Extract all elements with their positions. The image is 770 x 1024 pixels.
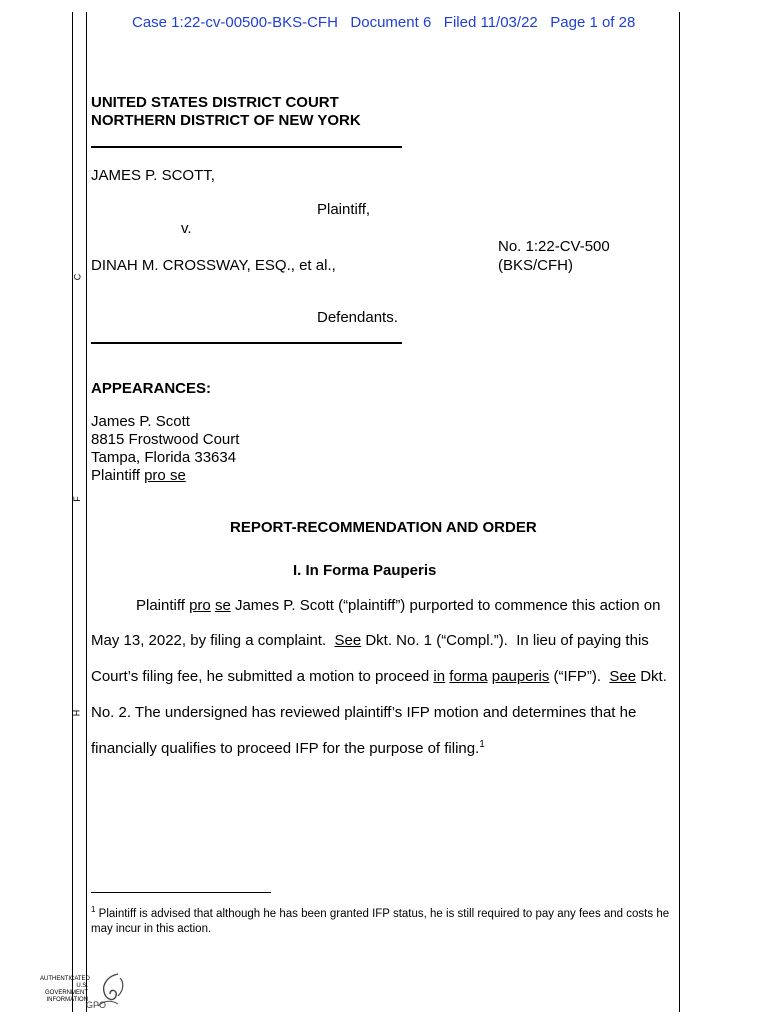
appearance-city: Tampa, Florida 33634 (91, 449, 237, 466)
body-text: Plaintiff (136, 597, 190, 614)
body-text: Dkt. No. 1 (“Compl.”). In lieu of paying this (361, 632, 649, 649)
see-term: See (334, 632, 362, 649)
report-title: REPORT-RECOMMENDATION AND ORDER (230, 519, 537, 536)
body-text: Court’s filing fee, he submitted a motion to proceed (91, 668, 434, 685)
seal-line-3: INFORMATION (46, 997, 88, 1003)
case-number-line1: No. 1:22-CV-500 (498, 238, 610, 255)
in-term: in (433, 668, 446, 685)
body-text: (“IFP”). (549, 668, 610, 685)
pro-se-term: pro se (144, 467, 186, 484)
defendant-role: Defendants. (317, 309, 398, 326)
appearance-street: 8815 Frostwood Court (91, 431, 240, 448)
footnote-mark: 1 (91, 905, 96, 914)
left-margin-line-outer (72, 12, 73, 1012)
body-text: May 13, 2022, by filing a complaint. (91, 632, 335, 649)
gpo-authentication-seal (40, 970, 130, 1014)
appearance-role (91, 467, 186, 485)
footnote (91, 902, 676, 937)
pauperis-term: pauperis (491, 668, 550, 685)
seal-line-2: U.S. GOVERNMENT (44, 983, 88, 996)
body-line-3 (91, 668, 667, 685)
see-term: See (609, 668, 637, 685)
margin-mark-h: H (71, 709, 82, 717)
footnote-text: Plaintiff is advised that although he has been granted IFP status, he is still required to pay any fees and costs he may incur in this action. (91, 907, 670, 935)
gpo-label: GPO (86, 1000, 107, 1010)
versus: v. (181, 220, 192, 237)
body-text: financially qualifies to proceed IFP for the purpose of filing. (91, 740, 480, 757)
margin-mark-f: F (71, 496, 82, 502)
case-header-stamp: Case 1:22-cv-00500-BKS-CFH Document 6 Filed 11/03/22 Page 1 of 28 (132, 14, 636, 31)
body-line-4: No. 2. The undersigned has reviewed plaintiff’s IFP motion and determines that he (91, 704, 637, 721)
seal-line-1: AUTHENTICATED (40, 976, 90, 982)
appearance-role-prefix: Plaintiff (91, 467, 145, 484)
body-line-1 (136, 597, 660, 614)
se-term: se (214, 597, 231, 614)
section-heading: I. In Forma Pauperis (293, 562, 437, 579)
court-name-line2: NORTHERN DISTRICT OF NEW YORK (91, 112, 361, 129)
footnote-rule (91, 892, 271, 893)
right-margin-line (679, 12, 680, 1012)
plaintiff-role: Plaintiff, (317, 201, 371, 218)
appearances-heading: APPEARANCES: (91, 380, 212, 397)
body-text: Dkt. (636, 668, 667, 685)
plaintiff-name: JAMES P. SCOTT, (91, 167, 215, 184)
caption-bottom-rule (91, 342, 402, 344)
body-text: James P. Scott (“plaintiff”) purported to commence this action on (230, 597, 661, 614)
margin-mark-c: C (72, 273, 83, 281)
pro-term: pro (189, 597, 211, 614)
forma-term: forma (449, 668, 488, 685)
court-name-line1: UNITED STATES DISTRICT COURT (91, 94, 339, 111)
appearance-name: James P. Scott (91, 413, 190, 430)
body-line-5 (91, 739, 485, 757)
caption-top-rule (91, 146, 402, 148)
footnote-reference: 1 (479, 739, 485, 750)
case-number-line2: (BKS/CFH) (498, 257, 573, 274)
defendant-name: DINAH M. CROSSWAY, ESQ., et al., (91, 257, 336, 274)
left-margin-line-inner (86, 12, 87, 1012)
body-line-2 (91, 632, 649, 649)
